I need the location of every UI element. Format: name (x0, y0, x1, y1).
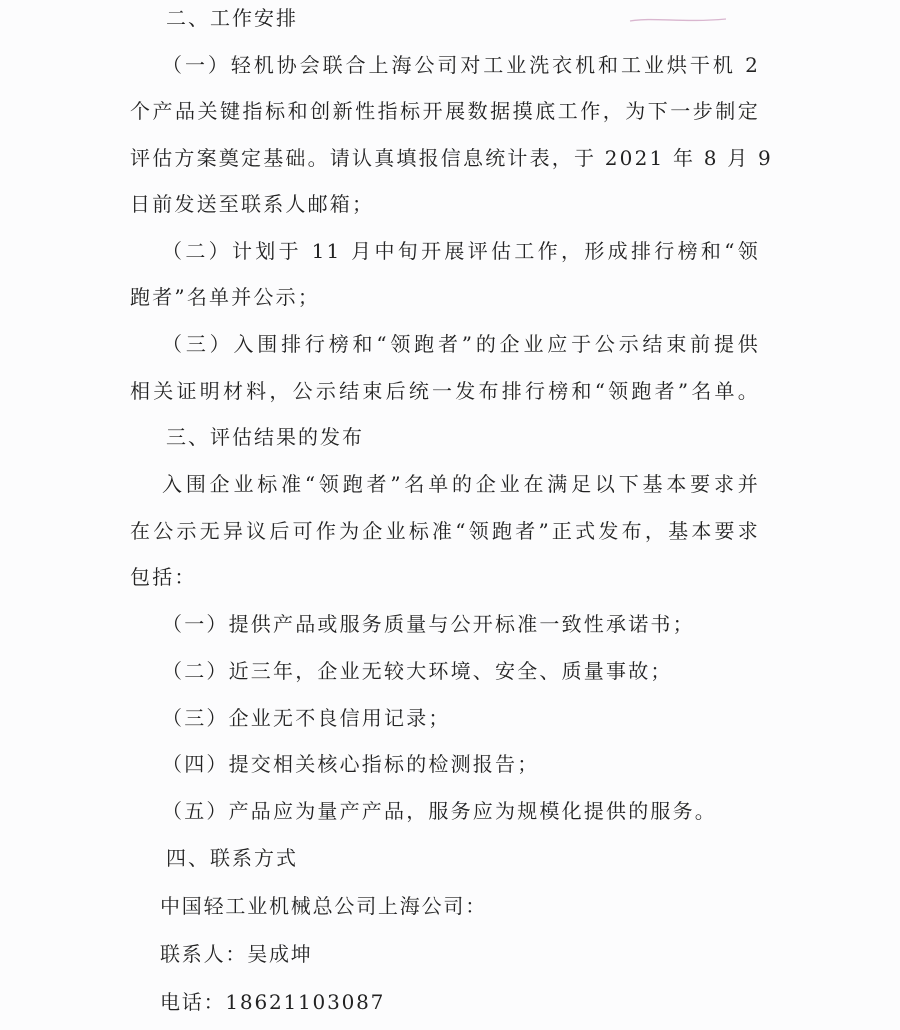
paragraph-line: 评估方案奠定基础。请认真填报信息统计表，于 2021 年 8 月 9 (130, 146, 773, 170)
paragraph-line: 在公示无异议后可作为企业标准“领跑者”正式发布，基本要求 (130, 519, 760, 543)
paragraph-line: （一）轻机协会联合上海公司对工业洗衣机和工业烘干机 2 (162, 53, 760, 77)
paragraph-line: 跑者”名单并公示； (130, 285, 321, 309)
section-heading-work-arrangement: 二、工作安排 (166, 6, 298, 30)
paragraph-line: 个产品关键指标和创新性指标开展数据摸底工作，为下一步制定 (130, 99, 760, 123)
requirement-item: （四）提交相关核心指标的检测报告； (162, 752, 540, 776)
paragraph-line: （二）计划于 11 月中旬开展评估工作，形成排行榜和“领 (162, 239, 760, 263)
paragraph-line: （三）入围排行榜和“领跑者”的企业应于公示结束前提供 (162, 332, 760, 356)
requirement-item: （五）产品应为量产产品，服务应为规模化提供的服务。 (162, 799, 717, 823)
section-heading-result-publication: 三、评估结果的发布 (166, 425, 364, 449)
phone-number: 电话：18621103087 (160, 990, 386, 1014)
contact-person: 联系人：吴成坤 (160, 942, 313, 966)
paragraph-line: 相关证明材料，公示结束后统一发布排行榜和“领跑者”名单。 (130, 379, 760, 403)
requirement-item: （二）近三年，企业无较大环境、安全、质量事故； (162, 659, 673, 683)
paragraph-line: 日前发送至联系人邮箱； (130, 192, 375, 216)
company-name: 中国轻工业机械总公司上海公司： (160, 894, 487, 918)
paragraph-line: 包括： (130, 565, 197, 589)
paragraph-line: 入围企业标准“领跑者”名单的企业在满足以下基本要求并 (162, 472, 760, 496)
requirement-item: （一）提供产品或服务质量与公开标准一致性承诺书； (162, 612, 695, 636)
section-heading-contact: 四、联系方式 (166, 846, 298, 870)
requirement-item: （三）企业无不良信用记录； (162, 706, 451, 730)
